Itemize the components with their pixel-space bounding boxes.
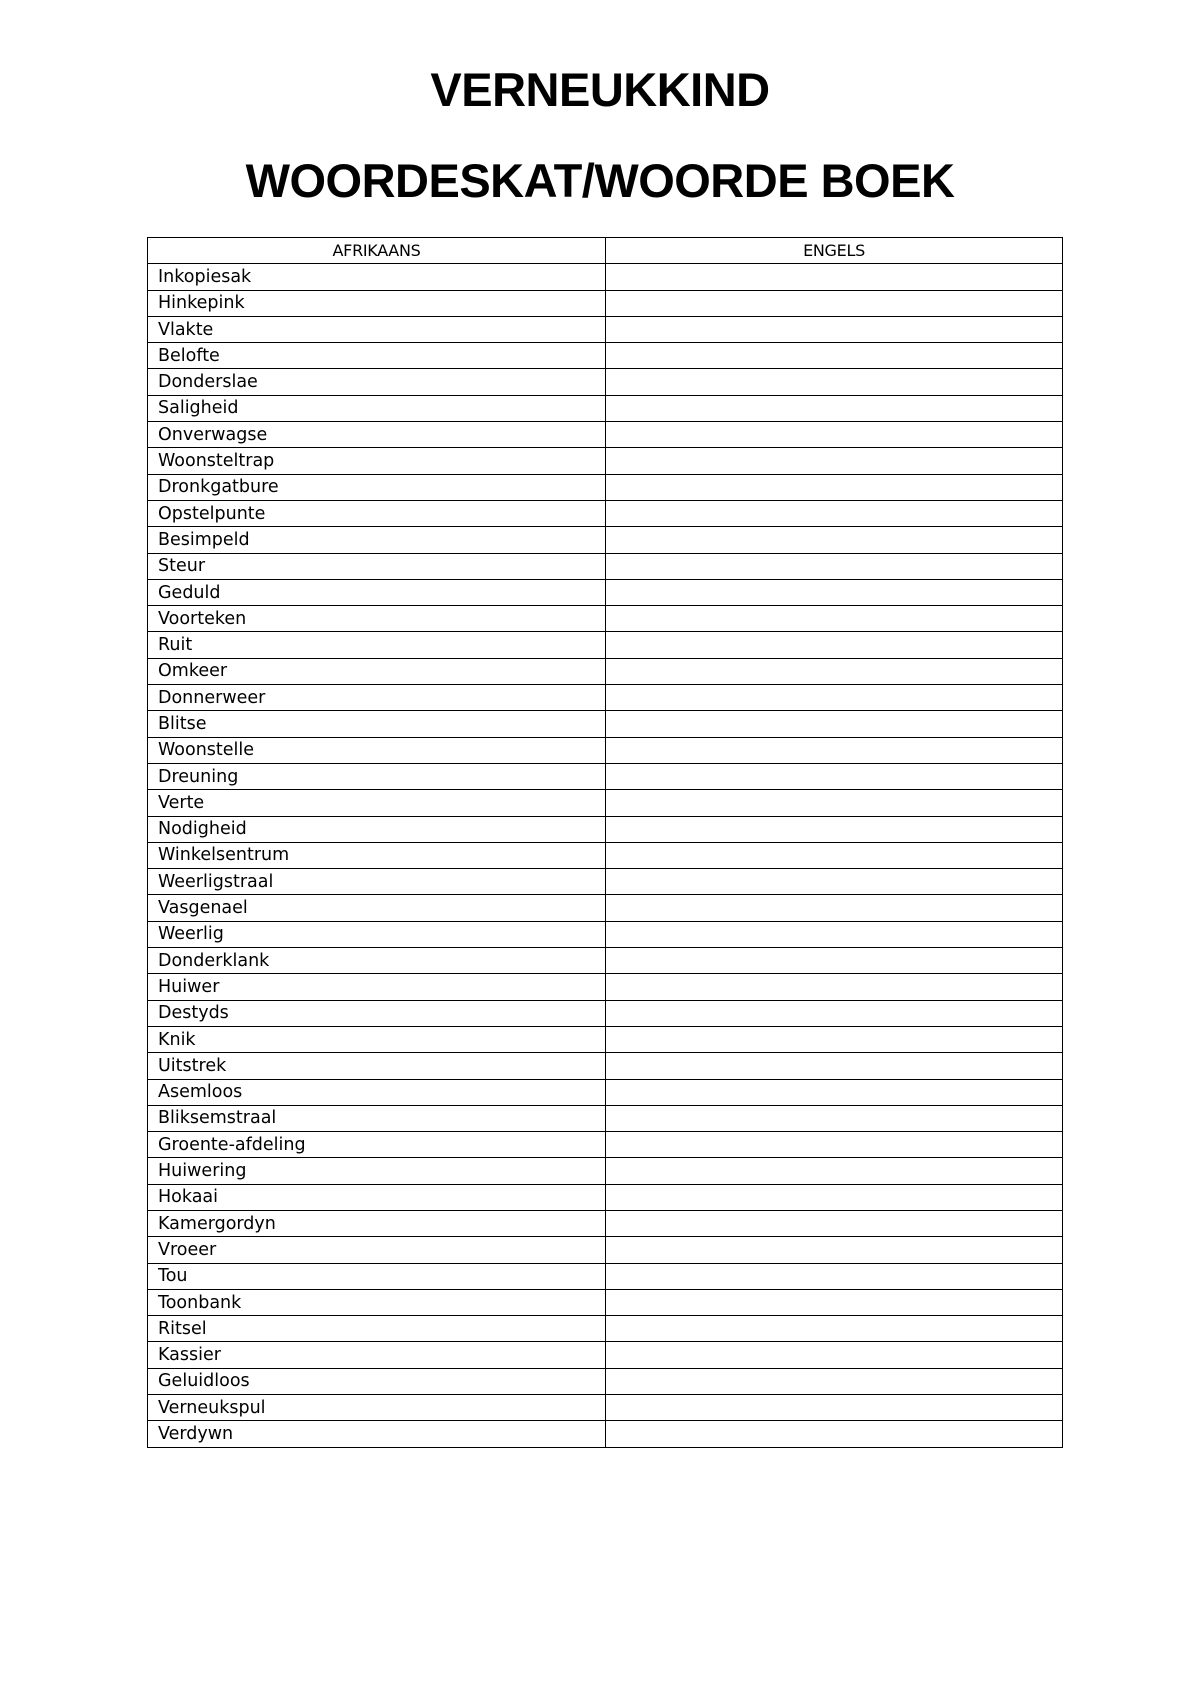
afrikaans-word-cell: Nodigheid xyxy=(148,816,606,842)
document-title: VERNEUKKIND xyxy=(430,63,770,116)
table-row xyxy=(148,763,1063,789)
english-translation-cell xyxy=(606,290,1063,316)
english-translation-cell xyxy=(606,1289,1063,1315)
afrikaans-word-cell: Donderklank xyxy=(148,948,606,974)
afrikaans-word-cell: Hokaai xyxy=(148,1184,606,1210)
afrikaans-word-cell: Omkeer xyxy=(148,658,606,684)
afrikaans-word-cell: Verdywn xyxy=(148,1421,606,1447)
table-row xyxy=(148,606,1063,632)
afrikaans-word-cell: Donnerweer xyxy=(148,685,606,711)
table-row xyxy=(148,869,1063,895)
document-subtitle: WOORDESKAT/WOORDE BOEK xyxy=(245,154,955,207)
afrikaans-word-cell: Weerlig xyxy=(148,921,606,947)
table-row xyxy=(148,1026,1063,1052)
table-row xyxy=(148,264,1063,290)
afrikaans-word-cell: Woonsteltrap xyxy=(148,448,606,474)
table-row xyxy=(148,658,1063,684)
english-translation-cell xyxy=(606,921,1063,947)
afrikaans-word-cell: Saligheid xyxy=(148,395,606,421)
english-translation-cell xyxy=(606,948,1063,974)
table-row xyxy=(148,1184,1063,1210)
english-translation-cell xyxy=(606,1368,1063,1394)
english-translation-cell xyxy=(606,842,1063,868)
english-translation-cell xyxy=(606,1237,1063,1263)
afrikaans-word-cell: Steur xyxy=(148,553,606,579)
english-translation-cell xyxy=(606,1184,1063,1210)
english-translation-cell xyxy=(606,1395,1063,1421)
english-translation-cell xyxy=(606,1316,1063,1342)
english-translation-cell xyxy=(606,500,1063,526)
table-row xyxy=(148,474,1063,500)
english-translation-cell xyxy=(606,606,1063,632)
english-translation-cell xyxy=(606,1132,1063,1158)
table-row xyxy=(148,1368,1063,1394)
table-row xyxy=(148,921,1063,947)
table-row xyxy=(148,632,1063,658)
english-translation-cell xyxy=(606,579,1063,605)
afrikaans-word-cell: Woonstelle xyxy=(148,737,606,763)
afrikaans-word-cell: Hinkepink xyxy=(148,290,606,316)
table-row xyxy=(148,1342,1063,1368)
header-engels: ENGELS xyxy=(606,238,1063,264)
table-row xyxy=(148,895,1063,921)
english-translation-cell xyxy=(606,685,1063,711)
afrikaans-word-cell: Uitstrek xyxy=(148,1053,606,1079)
table-row xyxy=(148,1132,1063,1158)
table-row xyxy=(148,579,1063,605)
afrikaans-word-cell: Vasgenael xyxy=(148,895,606,921)
english-translation-cell xyxy=(606,658,1063,684)
afrikaans-word-cell: Huiwer xyxy=(148,974,606,1000)
table-row xyxy=(148,422,1063,448)
afrikaans-word-cell: Kamergordyn xyxy=(148,1210,606,1236)
english-translation-cell xyxy=(606,1342,1063,1368)
afrikaans-word-cell: Vlakte xyxy=(148,316,606,342)
english-translation-cell xyxy=(606,790,1063,816)
afrikaans-word-cell: Asemloos xyxy=(148,1079,606,1105)
afrikaans-word-cell: Vroeer xyxy=(148,1237,606,1263)
english-translation-cell xyxy=(606,553,1063,579)
english-translation-cell xyxy=(606,1079,1063,1105)
afrikaans-word-cell: Dreuning xyxy=(148,763,606,789)
table-row xyxy=(148,1289,1063,1315)
afrikaans-word-cell: Besimpeld xyxy=(148,527,606,553)
english-translation-cell xyxy=(606,395,1063,421)
table-row xyxy=(148,816,1063,842)
table-row xyxy=(148,1421,1063,1447)
afrikaans-word-cell: Opstelpunte xyxy=(148,500,606,526)
afrikaans-word-cell: Winkelsentrum xyxy=(148,842,606,868)
english-translation-cell xyxy=(606,1158,1063,1184)
english-translation-cell xyxy=(606,869,1063,895)
table-row xyxy=(148,395,1063,421)
table-row xyxy=(148,369,1063,395)
english-translation-cell xyxy=(606,1263,1063,1289)
table-row xyxy=(148,711,1063,737)
table-header-row xyxy=(148,238,1063,264)
table-row xyxy=(148,290,1063,316)
afrikaans-word-cell: Ruit xyxy=(148,632,606,658)
afrikaans-word-cell: Ritsel xyxy=(148,1316,606,1342)
english-translation-cell xyxy=(606,1210,1063,1236)
afrikaans-word-cell: Weerligstraal xyxy=(148,869,606,895)
table-row xyxy=(148,1158,1063,1184)
english-translation-cell xyxy=(606,632,1063,658)
afrikaans-word-cell: Onverwagse xyxy=(148,422,606,448)
english-translation-cell xyxy=(606,1421,1063,1447)
table-row xyxy=(148,343,1063,369)
table-row xyxy=(148,1053,1063,1079)
vocabulary-table xyxy=(147,237,1063,1448)
afrikaans-word-cell: Inkopiesak xyxy=(148,264,606,290)
afrikaans-word-cell: Destyds xyxy=(148,1000,606,1026)
table-row xyxy=(148,316,1063,342)
english-translation-cell xyxy=(606,763,1063,789)
table-row xyxy=(148,1263,1063,1289)
english-translation-cell xyxy=(606,369,1063,395)
table-row xyxy=(148,1395,1063,1421)
table-row xyxy=(148,1079,1063,1105)
afrikaans-word-cell: Toonbank xyxy=(148,1289,606,1315)
english-translation-cell xyxy=(606,527,1063,553)
header-afrikaans: AFRIKAANS xyxy=(148,238,606,264)
afrikaans-word-cell: Tou xyxy=(148,1263,606,1289)
table-row xyxy=(148,500,1063,526)
english-translation-cell xyxy=(606,474,1063,500)
english-translation-cell xyxy=(606,316,1063,342)
afrikaans-word-cell: Knik xyxy=(148,1026,606,1052)
english-translation-cell xyxy=(606,1105,1063,1131)
afrikaans-word-cell: Dronkgatbure xyxy=(148,474,606,500)
english-translation-cell xyxy=(606,448,1063,474)
table-row xyxy=(148,448,1063,474)
afrikaans-word-cell: Geduld xyxy=(148,579,606,605)
afrikaans-word-cell: Voorteken xyxy=(148,606,606,632)
table-row xyxy=(148,948,1063,974)
english-translation-cell xyxy=(606,974,1063,1000)
table-row xyxy=(148,1105,1063,1131)
table-row xyxy=(148,553,1063,579)
afrikaans-word-cell: Verneukspul xyxy=(148,1395,606,1421)
afrikaans-word-cell: Huiwering xyxy=(148,1158,606,1184)
afrikaans-word-cell: Verte xyxy=(148,790,606,816)
table-row xyxy=(148,527,1063,553)
afrikaans-word-cell: Groente-afdeling xyxy=(148,1132,606,1158)
afrikaans-word-cell: Donderslae xyxy=(148,369,606,395)
table-row xyxy=(148,1316,1063,1342)
afrikaans-word-cell: Belofte xyxy=(148,343,606,369)
afrikaans-word-cell: Blitse xyxy=(148,711,606,737)
table-row xyxy=(148,974,1063,1000)
english-translation-cell xyxy=(606,343,1063,369)
table-row xyxy=(148,1237,1063,1263)
table-row xyxy=(148,1000,1063,1026)
table-row xyxy=(148,685,1063,711)
english-translation-cell xyxy=(606,895,1063,921)
english-translation-cell xyxy=(606,711,1063,737)
afrikaans-word-cell: Bliksemstraal xyxy=(148,1105,606,1131)
english-translation-cell xyxy=(606,816,1063,842)
english-translation-cell xyxy=(606,1026,1063,1052)
english-translation-cell xyxy=(606,737,1063,763)
afrikaans-word-cell: Kassier xyxy=(148,1342,606,1368)
english-translation-cell xyxy=(606,1053,1063,1079)
english-translation-cell xyxy=(606,1000,1063,1026)
table-body xyxy=(148,264,1063,1447)
english-translation-cell xyxy=(606,422,1063,448)
table-row xyxy=(148,790,1063,816)
table-row xyxy=(148,737,1063,763)
table-row xyxy=(148,1210,1063,1236)
table-row xyxy=(148,842,1063,868)
english-translation-cell xyxy=(606,264,1063,290)
afrikaans-word-cell: Geluidloos xyxy=(148,1368,606,1394)
